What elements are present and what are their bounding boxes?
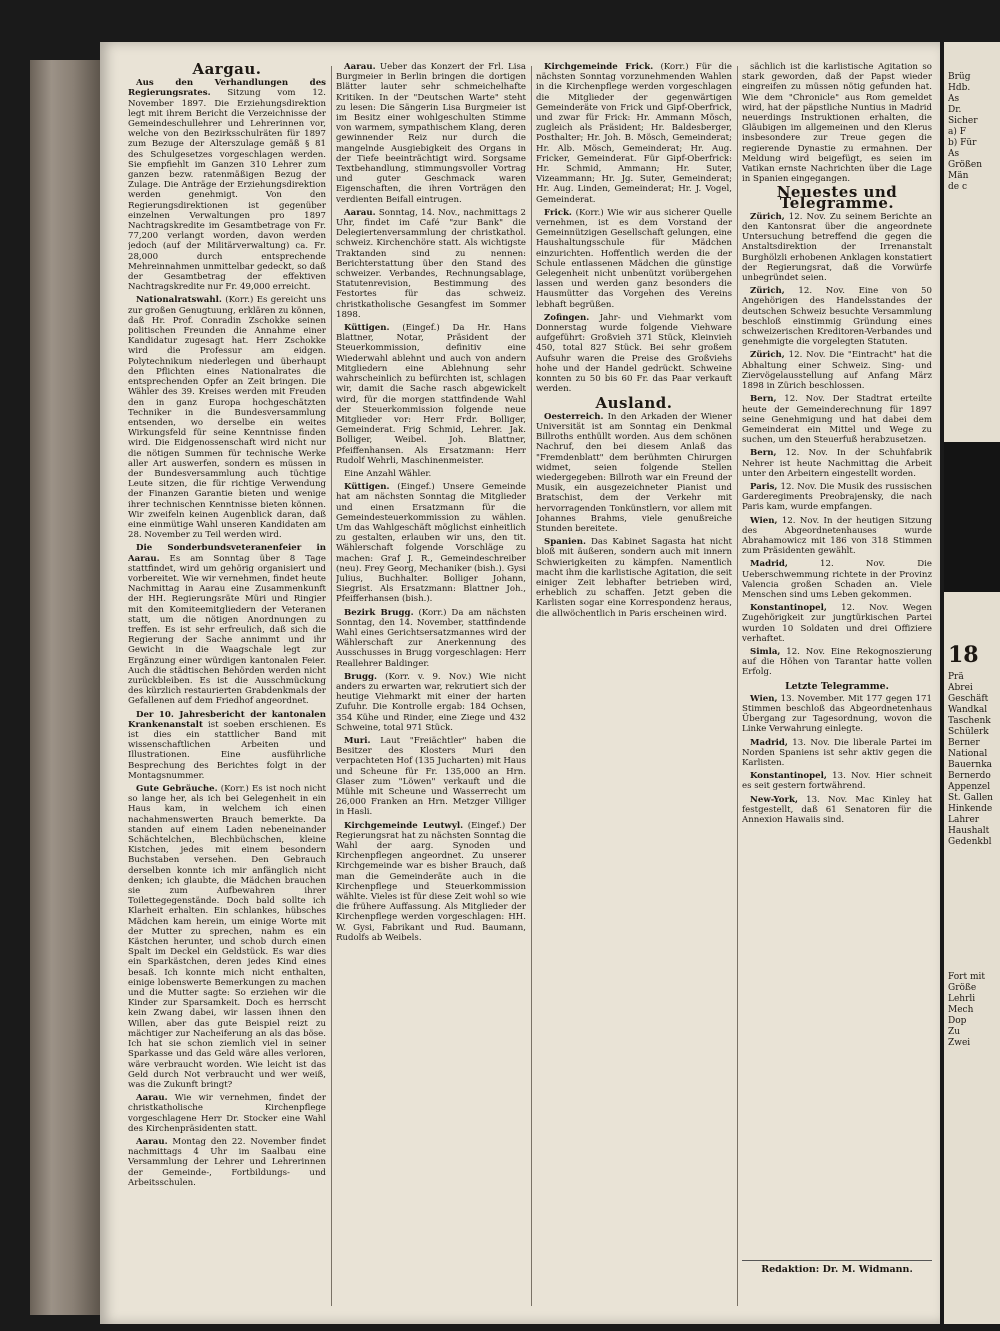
adjacent-text-fragment: Lahrer xyxy=(948,815,980,825)
article-text: (Eingef.) Da Hr. Hans Blattner, Notar, Präsident der Steuerkommission, definitiv eine Wiederwahl ablehnt und auch von andern Mitgliedern eine Ablehnung sehr wahrscheinlich zu befürchten ist, schlagen wir, damit die Sache rasch abgewickelt wird, für die morgen stattfindende Wahl der Steuerkommission folgende neue Mitglieder vor: Herr Frdr. Bolliger, Gemeinderat. Frig Schmid, Lehrer. Jak. Bolliger, Weibel. Joh. Blattner, Pfeiffenhansen. Als Ersatzmann: Herr Rudolf Wehrli, Maschinenmeister. xyxy=(336,323,526,466)
article-text: 13. November. Mit 177 gegen 171 Stimmen beschloß das Abgeordnetenhaus Übergang zur Tagesordnung, wovon die Linke Verwahrung einlegte. xyxy=(742,693,932,735)
book-spine xyxy=(30,60,102,1315)
article-text: 12. Nov. Die Musik des russischen Garderegiments Preobrajensky, die nach Paris kam, wurde empfangen. xyxy=(742,481,932,513)
article-lead: Aarau. xyxy=(344,62,376,72)
section-title-aargau: Aargau. xyxy=(192,62,262,78)
adjacent-text-fragment: de c xyxy=(948,182,967,192)
adjacent-text-fragment: Mech xyxy=(948,1005,974,1015)
adjacent-text-fragment: Schülerk xyxy=(948,727,989,737)
article-text: 13. Nov. Hier schneit es seit gestern fortwährend. xyxy=(742,771,932,792)
article-text: 12. Nov. In der Schuhfabrik Nehrer ist heute Nachmittag die Arbeit unter den Arbeitern eingestellt worden. xyxy=(742,448,932,479)
column-2 xyxy=(336,62,526,1312)
article-lead: Aarau. xyxy=(344,207,376,218)
article-lead: Aus den Verhandlungen des Regierungsrates. xyxy=(128,78,326,99)
subsection-title: Letzte Telegramme. xyxy=(785,680,889,692)
column-2-items xyxy=(336,62,526,943)
adjacent-text-fragment: Hdb. xyxy=(948,83,971,93)
column-rule xyxy=(331,66,332,1306)
adjacent-text-fragment: As xyxy=(948,149,960,159)
article-lead: Spanien. xyxy=(544,537,587,548)
adjacent-text-fragment: Fort mit xyxy=(948,972,985,982)
article-paragraph xyxy=(128,1137,326,1188)
article-lead: Der 10. Jahresbericht der kantonalen Krankenanstalt xyxy=(128,709,326,730)
article-lead: Die Sonderbundsveteranenfeier in Aarau. xyxy=(128,543,326,564)
article-lead: Wien, xyxy=(750,515,778,526)
article-lead: Oesterreich. xyxy=(544,411,604,422)
article-text: sächlich ist die karlistische Agitation so stark geworden, daß der Papst wieder eingreifen zu müssen nötig gefunden hat. Wie dem "Chronicle" aus Rom gemeldet wird, hat der päpstliche Nuntius in Madrid neuerdings Instruktionen erhalten, die Gläubigen im allgemeinen und den Klerus insbesondere zur Treue gegen die regierende Dynastie zu ermahnen. Der Meldung wird beigefügt, es seien im Vatikan ernste Nachrichten über die Lage in Spanien eingegangen. xyxy=(742,62,932,185)
article-lead: Aarau. xyxy=(136,1136,168,1147)
adjacent-text-fragment: National xyxy=(948,749,988,759)
column-rule xyxy=(737,66,738,1306)
article-paragraph xyxy=(742,559,932,600)
article-text: 12. Nov. Wegen Zugehörigkeit zur jungtürkischen Partei wurden 10 Soldaten und drei Offiziere verhaftet. xyxy=(742,603,932,644)
article-lead: Madrid, xyxy=(750,559,788,570)
column-1 xyxy=(128,62,326,1312)
adjacent-text-fragment: Zwei xyxy=(948,1038,971,1048)
adjacent-fragments-bottom xyxy=(948,972,998,1049)
article-lead: Küttigen. xyxy=(344,323,390,334)
column-4 xyxy=(742,62,932,1252)
article-lead: Zürich, xyxy=(750,350,785,361)
article-paragraph xyxy=(536,62,732,205)
adjacent-dark-block xyxy=(944,442,1000,592)
article-text: 12. Nov. Die Ueberschwemmung richtete in der Provinz Valencia großen Schaden an. Viele Menschen sind ums Leben gekommen. xyxy=(742,559,932,600)
adjacent-text-fragment: Geschäft xyxy=(948,694,989,704)
article-lead: Wien, xyxy=(750,693,778,704)
adjacent-text-fragment: Brüg xyxy=(948,72,971,82)
column-1-items xyxy=(128,78,326,1188)
article-text: 12. Nov. Eine Rekognoszierung auf die Höhen von Tarantar hatte vollen Erfolg. xyxy=(742,646,932,678)
article-lead: Bern, xyxy=(750,394,777,405)
adjacent-text-fragment: Bauernka xyxy=(948,760,993,770)
article-text: 12. Nov. Die "Eintracht" hat die Abhaltung einer Schweiz. Sing- und Ziervögelausstellung auf Anfang März 1898 in Zürich beschlossen. xyxy=(742,350,932,392)
adjacent-page-fragment xyxy=(944,42,1000,1324)
article-paragraph xyxy=(742,647,932,678)
column-4-items xyxy=(742,62,932,825)
adjacent-text-fragment: Dop xyxy=(948,1016,967,1026)
column-rule xyxy=(531,66,532,1306)
article-lead: Zofingen. xyxy=(544,312,590,323)
article-paragraph xyxy=(336,672,526,733)
article-paragraph xyxy=(742,350,932,391)
article-paragraph xyxy=(128,1093,326,1134)
article-text: Das Kabinet Sagasta hat nicht bloß mit äußeren, sondern auch mit innern Schwierigkeiten zu kämpfen. Namentlich macht ihm die karlistische Agitation, die seit einiger Zeit lebhafter betrieben wird, erheblich zu schaffen. Jetzt geben die Karlisten sogar eine Korrespondenz heraus, die allwöchentlich in Paris erscheinen wird. xyxy=(536,537,732,619)
article-text: (Korr.) Für die nächsten Sonntag vorzunehmenden Wahlen in die Kirchenpflege werden vorgeschlagen die Mitglieder der gegenwärtigen Gemeinderäte von Frick und Gipf-Oberfrick, und zwar für Frick: Hr. Ammann Mösch, zugleich als Präsident; Hr. Baldesberger, Posthalter; Hr. Joh. B. Mösch, Gemeinderat; Hr. Alb. Mösch, Gemeinderat; Hr. Aug. Fricker, Gemeinderat. Für Gipf-Oberfrick: Hr. Schmid, Ammann; Hr. Suter, Vizeammann; Hr. Jg. Suter, Gemeinderat; Hr. Aug. Linden, Gemeinderat; Hr. J. Vogel, Gemeinderat. xyxy=(536,62,732,205)
article-paragraph xyxy=(128,710,326,781)
article-lead: Brugg. xyxy=(344,671,378,682)
section-title: Neuestes und Telegramme. xyxy=(776,183,898,212)
article-paragraph xyxy=(336,208,526,320)
article-paragraph xyxy=(742,795,932,826)
adjacent-text-fragment: Wandkal xyxy=(948,705,988,715)
adjacent-text-fragment: Sicher xyxy=(948,116,978,126)
article-text: (Eingef.) Der Regierungsrat hat zu nächsten Sonntag die Wahl der aarg. Synoden und Kirchenpflegen angeordnet. Zu unserer Kirchgemeinde war es bisher Brauch, daß man die Gemeinderäte auch in die Kirchenpflege und Steuerkommission wählte. Vieles ist für diese Zeit wohl so wie die frühere Auffassung. Als Mitglieder der Kirchenpflege werden vorgeschlagen: HH. W. Gysi, Fabrikant und Rud. Baumann, Rudolfs ab Weibels. xyxy=(336,820,526,943)
adjacent-text-fragment: Lehrli xyxy=(948,994,976,1004)
article-paragraph xyxy=(742,694,932,735)
article-text: 12. Nov. In der heutigen Sitzung des Abgeordnetenhauses wurde Abrahamowicz mit 186 von 318 Stimmen zum Präsidenten gewählt. xyxy=(742,515,932,557)
adjacent-text-fragment: Dr. xyxy=(948,105,962,115)
article-lead: Konstantinopel, xyxy=(750,603,827,614)
adjacent-text-fragment: Hinkende xyxy=(948,804,993,814)
adjacent-text-fragment: a) F xyxy=(948,127,966,137)
article-text: (Korr.) Da am nächsten Sonntag, den 14. November, stattfindende Wahl eines Gerichtsersatzmannes wird der Wählerschaft zur Anerkennung des Ausschusses in Brugg vorgeschlagen: Herr Reallehrer Baldinger. xyxy=(336,607,526,669)
article-paragraph xyxy=(336,608,526,669)
article-text: Eine Anzahl Wähler. xyxy=(344,468,432,479)
article-paragraph xyxy=(336,736,526,818)
adjacent-text-fragment: Bernerdo xyxy=(948,771,991,781)
adjacent-text-fragment: b) Für xyxy=(948,138,977,148)
adjacent-text-fragment: Appenzel xyxy=(948,782,991,792)
article-lead: Bezirk Brugg. xyxy=(344,607,414,618)
article-lead: Bern, xyxy=(750,448,777,459)
section-title: Ausland. xyxy=(595,393,673,412)
article-lead: Küttigen. xyxy=(344,482,390,493)
article-paragraph xyxy=(336,323,526,466)
adjacent-text-fragment: Prä xyxy=(948,672,964,682)
article-lead: Nationalratswahl. xyxy=(136,295,222,306)
adjacent-big-number: 18 xyxy=(948,642,979,668)
article-text: Laut "Freiächtler" haben die Besitzer des Klosters Muri den verpachteten Hof (135 Jucharten) mit Haus und Scheune für Fr. 135,000 an Hrn. Glaser zum "Löwen" verkauft und die Mühle mit Scheune und Wasserrecht um 26,000 Franken an Hrn. Metzger Villiger in Hasli. xyxy=(336,736,526,818)
article-lead: Madrid, xyxy=(750,737,788,748)
article-paragraph xyxy=(336,62,526,205)
adjacent-text-fragment: Män xyxy=(948,171,969,181)
adjacent-text-fragment: Größe xyxy=(948,983,977,993)
article-lead: Frick. xyxy=(544,207,572,218)
article-paragraph xyxy=(128,295,326,540)
adjacent-text-fragment: St. Gallen xyxy=(948,793,993,803)
article-text: 12. Nov. Der Stadtrat erteilte heute der Gemeinderechnung für 1897 seine Genehmigung und hat dabei dem Gemeinderat ein Mittel und Wege zu suchen, um den Steuerfuß herabzusetzen. xyxy=(742,394,932,446)
article-text: 12. Nov. Eine von 50 Angehörigen des Handelsstandes der deutschen Schweiz besuchte Versammlung beschloß einstimmig Gründung eines schweizerischen Kreditoren-Verbandes und genehmigte die vorgelegten Statuten. xyxy=(742,286,932,348)
article-paragraph xyxy=(742,286,932,347)
article-paragraph xyxy=(128,543,326,706)
article-lead: Konstantinopel, xyxy=(750,771,827,782)
article-paragraph xyxy=(742,212,932,283)
article-text: (Korr.) Wie wir aus sicherer Quelle vernehmen, ist es dem Vorstand der Gemeinnützigen Gesellschaft gelungen, eine Haushaltungsschule für Mädchen einzurichten. Hoffentlich werden die der Schule entlassenen Mädchen die günstige Gelegenheit nicht unbenützt vorübergehen lassen und werden ganz besonders die Hausmütter das Vorgehen des Vereins lebhaft begrüßen. xyxy=(536,207,732,310)
column-3 xyxy=(536,62,732,1312)
adjacent-text-fragment: Taschenk xyxy=(948,716,991,726)
adjacent-text-fragment: Haushalt xyxy=(948,826,990,836)
article-paragraph xyxy=(742,738,932,769)
article-paragraph xyxy=(742,603,932,644)
article-paragraph xyxy=(536,412,732,534)
article-lead: Simla, xyxy=(750,646,781,657)
article-text: Jahr- und Viehmarkt vom Donnerstag wurde folgende Viehware aufgeführt: Großvieh 371 Stück, Kleinvieh 450, total 827 Stück. Bei sehr großem Aufsuhr waren die Preise des Großviehs hohe und der Handel gedrückt. Schweine konnten zu 50 bis 60 Fr. das Paar verkauft werden. xyxy=(536,312,732,395)
article-paragraph xyxy=(742,394,932,445)
article-paragraph xyxy=(128,78,326,292)
article-lead: Zürich, xyxy=(750,211,785,222)
article-text: 13. Nov. Die liberale Partei im Norden Spaniens ist sehr aktiv gegen die Karlisten. xyxy=(742,737,932,768)
article-paragraph xyxy=(536,208,732,310)
article-paragraph xyxy=(742,482,932,513)
article-lead: New-York, xyxy=(750,794,798,805)
article-text: (Korr.) Es gereicht uns zur großen Genugtuung, erklären zu können, daß Hr. Prof. Conradin Zschokke seinen politischen Freunden die Annahme einer Kandidatur zugesagt hat. Herr Zschokke wird die Professur am eidgen. Polytechnikum niederlegen und überhaupt den Pflichten eines Nationalrates die entsprechenden Opfer an Zeit bringen. Die Wähler des 39. Kreises werden mit Freuden den in ganz Europa hochgeschätzten Techniker in die Bundesversammlung entsenden, wo derselbe ein weites Wirkungsfeld für seine Kenntnisse finden wird. Die Eidgenossenschaft wird nicht nur die nötigen Summen für technische Werke aller Art auswerfen, sondern es müssen in der Bundesversammlung auch tüchtige Leute sitzen, die für richtige Verwendung der Finanzen Garantie bieten und wenige ihrer technischen Kenntnisse bieten können. Wir zweifeln keinen Augenblick daran, daß eine einmütige Wahl unseren Kandidaten am 28. November zu Teil werden wird. xyxy=(128,295,326,541)
column-3-items xyxy=(536,62,732,619)
article-text: In den Arkaden der Wiener Universität ist am Sonntag ein Denkmal Billroths enthüllt worden. Aus dem schönen Nachruf, den bei diesem Anlaß das "Fremdenblatt" dem berühmten Chirurgen widmet, seien folgende Stellen wiedergegeben: Billroth war ein Freund der Musik, ein ausgezeichneter Pianist und Bratschist, dem der Verkehr mit hervorragenden Tonkünstlern, vor allem mit Johannes Brahms, viele genußreiche Stunden bereitete. xyxy=(536,411,732,534)
adjacent-text-fragment: As xyxy=(948,94,960,104)
article-text: (Korr.) Es ist noch nicht so lange her, als ich bei Gelegenheit in ein Haus kam, in welchem ich einen nachahmenswerten Brauch bemerkte. Da standen auf einem Laden nebeneinander Schächtelchen, Blechbüchschen, kleine Kistchen, jedes mit einem besondern Buchstaben versehen. Den Gebrauch derselben konnte ich mir anfänglich nicht denken; ich glaubte, die Mädchen brauchen sie zum Aufbewahren ihrer Toilettegegenstände. Doch bald sollte ich Klarheit erhalten. Ein schlankes, hübsches Mädchen kam herein, um einige Worte mit der Mutter zu sprechen, nahm es ein Kästchen herunter, und schob durch einen Spalt im Deckel ein Geldstück. Es war dies ein Sparkästchen, deren jedes Kind eines besaß. Ich konnte mich nicht enthalten, einige lobenswerte Bemerkungen zu machen und die Mutter sagte: So erziehen wir die Kinder zur Sparsamkeit. Doch es herrscht kein Zwang dabei, wir lassen ihnen den Willen, aber das gute Beispiel reizt zu mächtiger zur Nacheiferung an als das böse. Ich hat sie schon ziemlich viel in seiner Sparkasse und das Geld wäre alles verloren, wäre verbraucht worden. Wie leicht ist das Geld durch Not verbraucht und wer weiß, was die Zukunft bringt? xyxy=(128,784,326,1090)
article-text: ist soeben erschienen. Es ist dies ein stattlicher Band mit wissenschaftlichen Arbeiten und Illustrationen. Eine ausführliche Besprechung des Berichtes folgt in der Montagsnummer. xyxy=(128,719,326,781)
editor-credit: Redaktion: Dr. M. Widmann. xyxy=(742,1260,932,1275)
adjacent-fragments-top xyxy=(948,72,998,193)
article-lead: Kirchgemeinde Frick. xyxy=(544,62,654,72)
article-paragraph xyxy=(336,469,526,479)
article-text: Es am Sonntag über 8 Tage stattfindet, wird um gehörig organisiert und vorbereitet. Wie wir vernehmen, findet heute Nachmittag in Aarau eine Zusammenkunft der HH. Regierungsräte Müri und Ringier mit den Komiteemitgliedern der Veteranen statt, um die nötigen Anordnungen zu treffen. Es ist sehr erfreulich, daß sich die Regierung der Sache annimmt und ihr Gewicht in die Waagschale legt zur Ergänzung einer würdigen kantonalen Feier. Auch die städtischen Behörden werden nicht zurückbleiben. Es ist die Ausschmückung des kürzlich restaurierten Grabdenkmals der Gefallenen auf dem Friedhof angeordnet. xyxy=(128,553,326,707)
article-lead: Aarau. xyxy=(136,1093,168,1104)
article-paragraph xyxy=(336,821,526,943)
adjacent-text-fragment: Gedenkbl xyxy=(948,837,992,847)
article-lead: Muri. xyxy=(344,736,371,746)
article-paragraph xyxy=(742,448,932,479)
newspaper-page xyxy=(100,42,940,1324)
article-paragraph xyxy=(336,482,526,604)
article-paragraph xyxy=(128,784,326,1090)
article-lead: Zürich, xyxy=(750,286,785,297)
article-text: (Eingef.) Unsere Gemeinde hat am nächsten Sonntag die Mitglieder und einen Ersatzmann für die Gemeindesteuerkommission zu wählen. Um das Wahlgeschäft möglichst einheitlich zu gestalten, erlauben wir uns, den tit. Wählerschaft folgende Vorschläge zu machen: Graf J. R., Gemeindeschreiber (neu). Frey Georg, Mechaniker (bish.). Gysi Julius, Buchhalter. Bolliger Johann, Siegrist. Als Ersatzmann: Blattner Joh., Pfeifferhansen (bish.). xyxy=(336,482,526,605)
article-text: Ueber das Konzert der Frl. Lisa Burgmeier in Berlin bringen die dortigen Blätter lauter sehr schmeichelhafte Kritiken. In der "Deutschen Warte" steht zu lesen: Die Sängerin Lisa Burgmeier ist im Besitz einer wohlgeschulten Stimme von warmem, sympathischem Klang, deren gewinnender Reiz nur durch die mangelnde Ausgiebigkeit des Organs in der Tiefe beeinträchtigt wird. Sorgsame Textbehandlung, stimmungsvoller Vortrag und guter Geschmack waren Eigenschaften, die ihren Vorträgen den verdienten Beifall eintrugen. xyxy=(336,62,526,205)
article-paragraph xyxy=(742,516,932,557)
adjacent-text-fragment: Zu xyxy=(948,1027,961,1037)
adjacent-fragments-mid xyxy=(948,672,998,848)
article-lead: Kirchgemeinde Leutwyl. xyxy=(344,820,464,831)
article-lead: Paris, xyxy=(750,481,778,492)
article-paragraph xyxy=(742,771,932,791)
article-text: 13. Nov. Mac Kinley hat festgestellt, daß 61 Senatoren für die Annexion Hawaiis sind. xyxy=(742,794,932,826)
adjacent-text-fragment: Berner xyxy=(948,738,980,748)
article-paragraph xyxy=(536,537,732,619)
article-lead: Gute Gebräuche. xyxy=(136,784,218,795)
article-text: Sonntag, 14. Nov., nachmittags 2 Uhr, findet im Café "zur Bank" die Delegiertenversammlung der christkathol. schweiz. Kirchenchöre statt. Als wichtigste Traktanden sind zu nennen: Berichterstattung über den Stand des schweizer. Verbandes, Rechnungsablage, Statutenrevision, Bestimmung des Festortes für das schweiz. christkatholische Gesangfest im Sommer 1898. xyxy=(336,207,526,320)
article-text: Wie wir vernehmen, findet der christkatholische Kirchenpflege vorgeschlagene Herr Dr. Stocker eine Wahl des Kirchenpräsidenten statt. xyxy=(128,1093,326,1134)
article-text: Montag den 22. November findet nachmittags 4 Uhr im Saalbau eine Versammlung der Lehrer und Lehrerinnen der Gemeinde-, Fortbildungs- und Arbeitsschulen. xyxy=(128,1136,326,1188)
article-paragraph xyxy=(742,62,932,184)
article-paragraph xyxy=(536,313,732,395)
article-text: Sitzung vom 12. November 1897. Die Erziehungsdirektion legt mit ihrem Bericht die Verzeichnisse der Gemeindeschullehrer und Lehrerinnen vor, welche von den Bezirksschulräten für 1897 zum Bezuge der Alterszulage gemäß § 81 des Schulgesetzes vorgeschlagen werden. Sie empfiehlt im Ganzen 310 Lehrer zum ganzen bezw. ratenmäßigen Bezug der Zulage. Die Anträge der Erziehungsdirektion werden genehmigt. Von den Regierungsdirektionen ist gegenüber einzelnen Verwaltungen pro 1897 Nachtragskredite im Gesamtbetrage von Fr. 77,200 verlangt worden, davon werden jedoch (auf der Militärverwaltung) ca. Fr. 28,000 durch entsprechende Mehreinnahmen unmittelbar gedeckt, so daß der Gesamtbetrag der effektiven Nachtragskredite nur Fr. 49,000 erreicht. xyxy=(128,88,326,293)
article-text: (Korr. v. 9. Nov.) Wie nicht anders zu erwarten war, rekrutiert sich der heutige Viehmarkt mit einer der harten Zufuhr. Die Kontrolle ergab: 184 Ochsen, 354 Kühe und Rinder, eine Ziege und 432 Schweine, total 971 Stück. xyxy=(336,671,526,733)
article-text: 12. Nov. Zu seinem Berichte an den Kantonsrat über die angeordnete Untersuchung betreffend die gegen die Anstaltsdirektion der Irrenanstalt Burghölzli erhobenen Anklagen konstatiert der Regierungsrat, daß die Vorwürfe unbegründet seien. xyxy=(742,211,932,284)
adjacent-text-fragment: Größen xyxy=(948,160,983,170)
adjacent-text-fragment: Abrei xyxy=(948,683,973,693)
